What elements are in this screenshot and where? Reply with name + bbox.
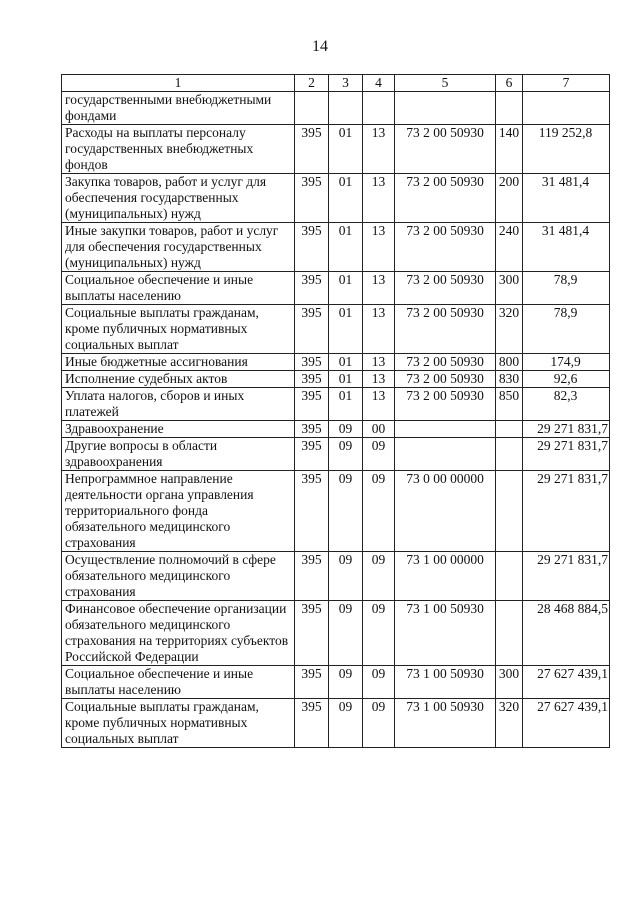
row-target-article: 73 2 00 50930	[395, 371, 496, 388]
row-expense-type	[496, 471, 523, 552]
header-row	[62, 75, 610, 92]
row-amount: 82,3	[523, 388, 610, 421]
row-expense-type: 200	[496, 174, 523, 223]
row-name: Здравоохранение	[62, 421, 295, 438]
row-target-article: 73 1 00 50930	[395, 699, 496, 748]
row-expense-type	[496, 552, 523, 601]
row-amount: 27 627 439,1	[523, 699, 610, 748]
row-expense-type	[496, 601, 523, 666]
table-row	[62, 223, 610, 272]
row-amount: 29 271 831,7	[523, 421, 610, 438]
row-name: Исполнение судебных актов	[62, 371, 295, 388]
row-subsection: 13	[363, 223, 395, 272]
row-section: 09	[329, 552, 363, 601]
table-row	[62, 421, 610, 438]
row-amount: 31 481,4	[523, 174, 610, 223]
row-target-article: 73 2 00 50930	[395, 223, 496, 272]
row-section: 01	[329, 223, 363, 272]
row-amount: 29 271 831,7	[523, 471, 610, 552]
row-section: 09	[329, 421, 363, 438]
row-amount: 28 468 884,5	[523, 601, 610, 666]
row-section	[329, 92, 363, 125]
row-admin-code: 395	[295, 552, 329, 601]
row-section: 09	[329, 601, 363, 666]
row-expense-type: 850	[496, 388, 523, 421]
header-col-1: 1	[62, 75, 295, 92]
row-expense-type: 320	[496, 699, 523, 748]
row-expense-type: 300	[496, 272, 523, 305]
row-name: государственными внебюджетными фондами	[62, 92, 295, 125]
table-row	[62, 354, 610, 371]
row-target-article	[395, 92, 496, 125]
row-section: 01	[329, 354, 363, 371]
row-admin-code: 395	[295, 305, 329, 354]
row-subsection: 13	[363, 371, 395, 388]
row-admin-code: 395	[295, 174, 329, 223]
table-row	[62, 438, 610, 471]
row-section: 01	[329, 371, 363, 388]
row-name: Другие вопросы в области здравоохранения	[62, 438, 295, 471]
row-admin-code: 395	[295, 223, 329, 272]
table-row	[62, 601, 610, 666]
row-subsection: 13	[363, 354, 395, 371]
row-admin-code: 395	[295, 371, 329, 388]
row-target-article: 73 1 00 00000	[395, 552, 496, 601]
row-amount: 29 271 831,7	[523, 438, 610, 471]
row-admin-code: 395	[295, 471, 329, 552]
row-amount: 78,9	[523, 305, 610, 354]
row-expense-type	[496, 421, 523, 438]
header-col-6: 6	[496, 75, 523, 92]
row-section: 09	[329, 699, 363, 748]
row-section: 01	[329, 174, 363, 223]
page-number: 14	[312, 38, 328, 55]
table-row	[62, 699, 610, 748]
row-name: Осуществление полномочий в сфере обязательного медицинского страхования	[62, 552, 295, 601]
table-row	[62, 125, 610, 174]
row-admin-code: 395	[295, 388, 329, 421]
table-row	[62, 272, 610, 305]
row-section: 09	[329, 471, 363, 552]
row-subsection	[363, 92, 395, 125]
row-subsection: 09	[363, 438, 395, 471]
row-amount: 119 252,8	[523, 125, 610, 174]
table-row	[62, 92, 610, 125]
row-expense-type	[496, 92, 523, 125]
row-name: Расходы на выплаты персоналу государственных внебюджетных фондов	[62, 125, 295, 174]
row-target-article: 73 2 00 50930	[395, 272, 496, 305]
row-section: 01	[329, 388, 363, 421]
row-name: Социальные выплаты гражданам, кроме публичных нормативных социальных выплат	[62, 305, 295, 354]
row-admin-code: 395	[295, 699, 329, 748]
row-name: Социальные выплаты гражданам, кроме публичных нормативных социальных выплат	[62, 699, 295, 748]
row-name: Уплата налогов, сборов и иных платежей	[62, 388, 295, 421]
row-target-article: 73 1 00 50930	[395, 601, 496, 666]
row-target-article: 73 2 00 50930	[395, 388, 496, 421]
row-amount	[523, 92, 610, 125]
row-subsection: 09	[363, 552, 395, 601]
row-admin-code	[295, 92, 329, 125]
row-name: Иные бюджетные ассигнования	[62, 354, 295, 371]
row-section: 01	[329, 125, 363, 174]
row-subsection: 13	[363, 125, 395, 174]
row-name: Социальное обеспечение и иные выплаты населению	[62, 272, 295, 305]
row-target-article: 73 0 00 00000	[395, 471, 496, 552]
row-target-article	[395, 438, 496, 471]
header-col-4: 4	[363, 75, 395, 92]
row-expense-type: 830	[496, 371, 523, 388]
row-amount: 92,6	[523, 371, 610, 388]
row-subsection: 09	[363, 471, 395, 552]
header-col-7: 7	[523, 75, 610, 92]
row-name: Иные закупки товаров, работ и услуг для обеспечения государственных (муниципальных) нужд	[62, 223, 295, 272]
budget-table	[61, 74, 610, 748]
row-admin-code: 395	[295, 272, 329, 305]
row-amount: 29 271 831,7	[523, 552, 610, 601]
row-subsection: 13	[363, 305, 395, 354]
row-admin-code: 395	[295, 421, 329, 438]
table-row	[62, 388, 610, 421]
row-target-article: 73 2 00 50930	[395, 354, 496, 371]
header-col-3: 3	[329, 75, 363, 92]
row-admin-code: 395	[295, 125, 329, 174]
row-subsection: 09	[363, 601, 395, 666]
table-row	[62, 305, 610, 354]
row-section: 09	[329, 438, 363, 471]
row-admin-code: 395	[295, 666, 329, 699]
table-row	[62, 371, 610, 388]
row-amount: 78,9	[523, 272, 610, 305]
row-section: 01	[329, 305, 363, 354]
row-amount: 27 627 439,1	[523, 666, 610, 699]
row-section: 09	[329, 666, 363, 699]
row-admin-code: 395	[295, 354, 329, 371]
row-amount: 31 481,4	[523, 223, 610, 272]
table-row	[62, 552, 610, 601]
row-subsection: 13	[363, 388, 395, 421]
row-target-article: 73 2 00 50930	[395, 305, 496, 354]
row-name: Непрограммное направление деятельности органа управления территориального фонда обязательного медицинского страхования	[62, 471, 295, 552]
table-row	[62, 471, 610, 552]
row-section: 01	[329, 272, 363, 305]
row-expense-type	[496, 438, 523, 471]
row-subsection: 13	[363, 174, 395, 223]
row-target-article: 73 1 00 50930	[395, 666, 496, 699]
table-row	[62, 174, 610, 223]
row-expense-type: 140	[496, 125, 523, 174]
row-name: Закупка товаров, работ и услуг для обеспечения государственных (муниципальных) нужд	[62, 174, 295, 223]
header-col-5: 5	[395, 75, 496, 92]
row-subsection: 00	[363, 421, 395, 438]
row-subsection: 09	[363, 666, 395, 699]
row-admin-code: 395	[295, 438, 329, 471]
row-admin-code: 395	[295, 601, 329, 666]
row-subsection: 13	[363, 272, 395, 305]
row-name: Социальное обеспечение и иные выплаты населению	[62, 666, 295, 699]
row-target-article: 73 2 00 50930	[395, 125, 496, 174]
row-expense-type: 800	[496, 354, 523, 371]
row-target-article: 73 2 00 50930	[395, 174, 496, 223]
header-col-2: 2	[295, 75, 329, 92]
row-amount: 174,9	[523, 354, 610, 371]
row-expense-type: 320	[496, 305, 523, 354]
row-target-article	[395, 421, 496, 438]
row-expense-type: 240	[496, 223, 523, 272]
row-name: Финансовое обеспечение организации обязательного медицинского страхования на территориях субъектов Российской Федерации	[62, 601, 295, 666]
row-subsection: 09	[363, 699, 395, 748]
row-expense-type: 300	[496, 666, 523, 699]
table-row	[62, 666, 610, 699]
